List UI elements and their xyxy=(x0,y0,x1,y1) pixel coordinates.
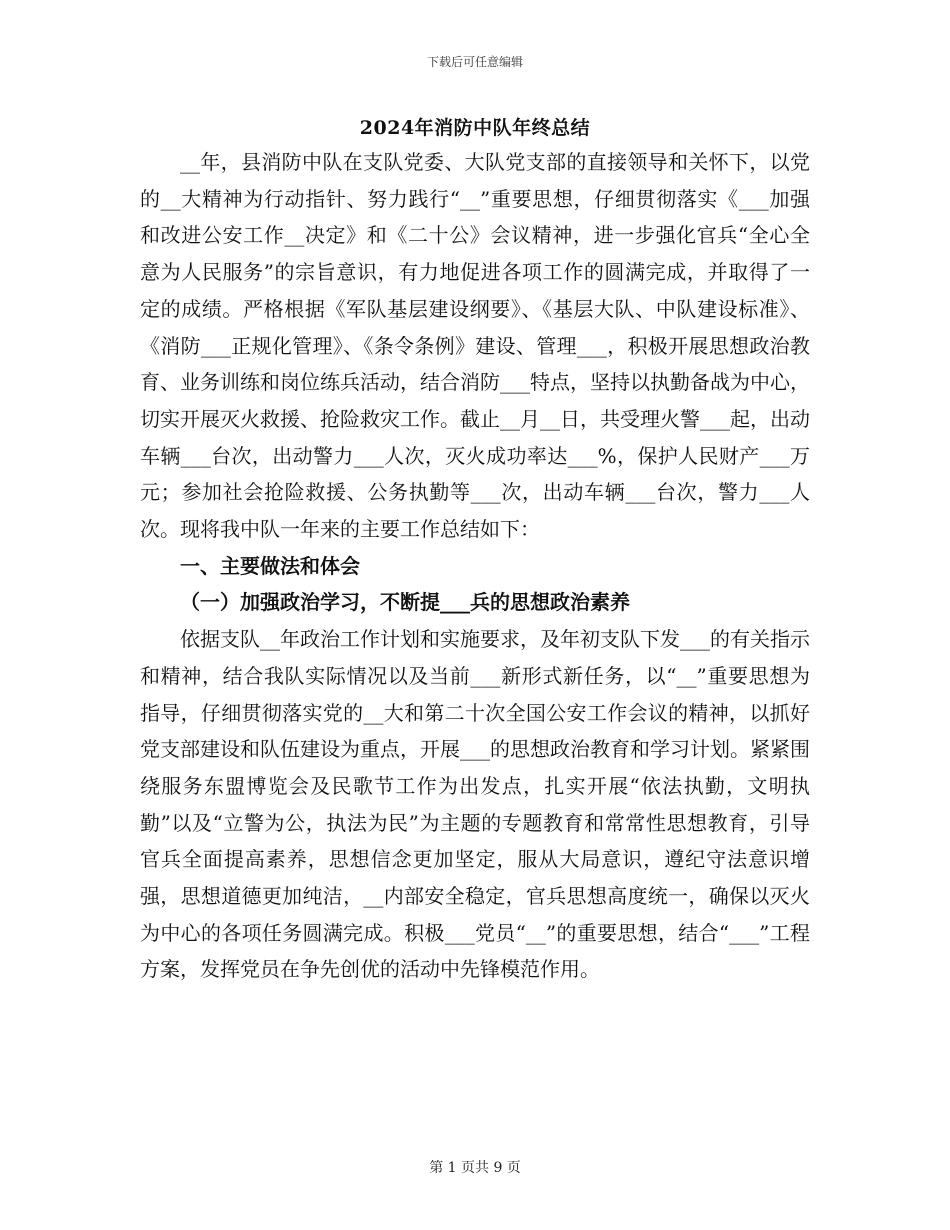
header-note: 下载后可任意编辑 xyxy=(426,55,523,69)
intro-paragraph: __年，县消防中队在支队党委、大队党支部的直接领导和关怀下，以党的__大精神为行动指针、努力践行“__”重要思想，仔细贯彻落实《___加强和改进公安工作__决定》和《二十公》会议精神，进一步强化官兵“全心全意为人民服务”的宗旨意识，有力地促进各项工作的圆满完成，并取得了一定的成绩。严格根据《军队基层建设纲要》、《基层大队、中队建设标准》、《消防___正规化管理》、《条令条例》建设、管理___，积极开展思想政治教育、业务训练和岗位练兵活动，结合消防___特点，坚持以执勤备战为中心，切实开展灭火救援、抢险救灾工作。截止__月__日，共受理火警___起，出动车辆___台次，出动警力___人次，灭火成功率达___%，保护人民财产___万元；参加社会抢险救援、公务执勤等___次，出动车辆___台次，警力___人次。现将我中队一年来的主要工作总结如下： xyxy=(140,150,810,542)
body-paragraph: 依据支队__年政治工作计划和实施要求，及年初支队下发___的有关指示和精神，结合我队实际情况以及当前___新形式新任务，以“__”重要思想为指导，仔细贯彻落实党的__大和第二十次全国公安工作会议的精神，以抓好党支部建设和队伍建设为重点，开展___的思想政治教育和学习计划。紧紧围绕服务东盟博览会及民歌节工作为出发点，扎实开展“依法执勤，文明执勤”以及“立警为公，执法为民”为主题的专题教育和常常性思想教育，引导官兵全面提高素养，思想信念更加坚定，服从大局意识，遵纪守法意识增强，思想道德更加纯洁，__内部安全稳定，官兵思想高度统一，确保以灭火为中心的各项任务圆满完成。积极___党员“__”的重要思想，结合“___”工程方案，发挥党员在争先创优的活动中先锋模范作用。 xyxy=(140,627,810,982)
page-indicator: 第 1 页共 9 页 xyxy=(429,1160,521,1176)
document-title: 2024年消防中队年终总结 xyxy=(359,117,591,139)
section-heading: 一、主要做法和体会 xyxy=(180,553,360,578)
document-body xyxy=(140,144,810,988)
subsection-heading: （一）加强政治学习，不断提___兵的思想政治素养 xyxy=(180,590,630,615)
